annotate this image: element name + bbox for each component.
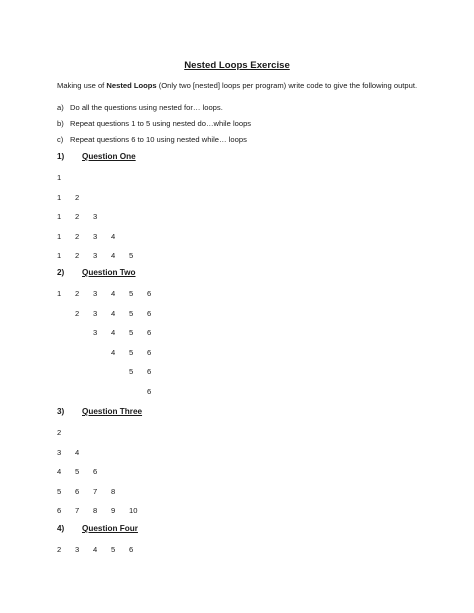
output-number: 5 (129, 328, 134, 337)
intro-paragraph (57, 80, 419, 91)
output-number: 6 (147, 328, 152, 337)
output-number: 7 (93, 486, 98, 496)
question-heading (57, 268, 136, 277)
output-number: 1 (57, 212, 62, 221)
output-number: 9 (111, 506, 116, 515)
output-number: 2 (75, 308, 80, 318)
output-number: 6 (147, 289, 152, 298)
output-number: 6 (147, 386, 152, 396)
output-number: 4 (111, 289, 116, 298)
output-number: 5 (129, 308, 134, 318)
output-number: 2 (75, 289, 80, 298)
output-number: 3 (93, 231, 98, 241)
output-number: 5 (129, 251, 134, 260)
output-number: 5 (75, 467, 80, 476)
output-number: 1 (57, 231, 62, 241)
option-label: c) (57, 135, 64, 144)
output-number: 6 (147, 347, 152, 357)
intro-bold: Nested Loops (106, 81, 157, 90)
output-number: 4 (111, 328, 116, 337)
question-name: Question Four (82, 524, 138, 533)
output-number: 6 (129, 545, 134, 554)
output-number: 7 (75, 506, 80, 515)
output-number: 3 (75, 545, 80, 554)
output-number: 1 (57, 251, 62, 260)
output-number: 2 (57, 545, 62, 554)
output-number: 3 (93, 308, 98, 318)
option-text: Repeat questions 1 to 5 using nested do…while loops (70, 119, 252, 128)
output-number: 2 (75, 231, 80, 241)
output-number: 5 (129, 347, 134, 357)
output-number: 5 (129, 367, 134, 376)
output-number: 5 (57, 486, 62, 496)
question-name: Question Two (82, 268, 136, 277)
output-number: 1 (57, 289, 62, 298)
option-text: Repeat questions 6 to 10 using nested while… loops (70, 135, 247, 144)
output-number: 3 (93, 328, 98, 337)
output-number: 4 (111, 347, 116, 357)
output-number: 8 (93, 506, 98, 515)
question-number: 4) (57, 524, 65, 533)
output-number: 2 (57, 428, 62, 437)
question-name: Question One (82, 152, 136, 161)
output-number: 4 (111, 231, 116, 241)
output-number: 2 (75, 251, 80, 260)
output-number: 6 (147, 308, 152, 318)
output-number: 1 (57, 173, 62, 182)
output-number: 5 (111, 545, 116, 554)
output-number: 6 (75, 486, 80, 496)
output-number: 3 (93, 212, 98, 221)
intro-prefix: Making use of (57, 81, 105, 90)
option-label: b) (57, 119, 64, 128)
option-label: a) (57, 103, 64, 112)
intro-suffix: (Only two [nested] loops per program) write code to give the following output. (158, 81, 418, 90)
output-number: 6 (57, 506, 62, 515)
output-number: 3 (93, 289, 98, 298)
question-number: 2) (57, 268, 65, 277)
question-name: Question Three (82, 407, 143, 416)
output-number: 5 (129, 289, 134, 298)
output-number: 3 (93, 251, 98, 260)
question-number: 1) (57, 152, 65, 161)
output-number: 10 (129, 506, 138, 515)
output-number: 8 (111, 486, 116, 496)
output-number: 3 (57, 447, 62, 457)
output-number: 6 (147, 367, 152, 376)
output-number: 4 (75, 447, 80, 457)
output-number: 4 (111, 308, 116, 318)
output-number: 2 (75, 212, 80, 221)
question-heading (57, 407, 142, 416)
question-heading (57, 152, 136, 161)
output-number: 6 (93, 467, 98, 476)
option-text: Do all the questions using nested for… loops. (70, 103, 223, 112)
page-title: Nested Loops Exercise (184, 60, 290, 71)
question-heading (57, 524, 138, 533)
output-number: 4 (111, 251, 116, 260)
output-number: 2 (75, 192, 80, 202)
output-number: 4 (57, 467, 62, 476)
output-number: 1 (57, 192, 62, 202)
question-number: 3) (57, 407, 65, 416)
output-number: 4 (93, 545, 98, 554)
